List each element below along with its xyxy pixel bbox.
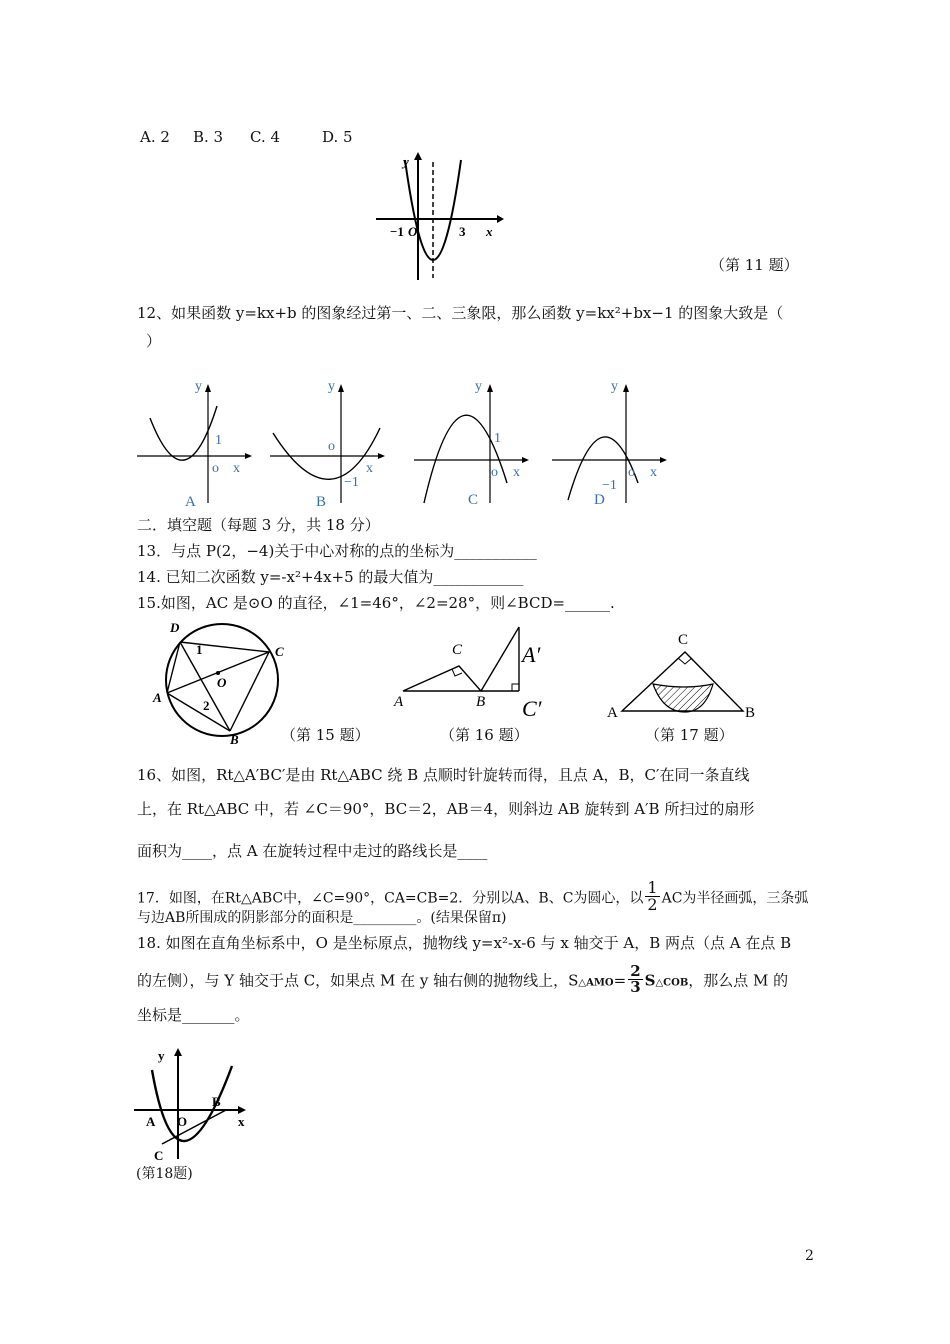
q15-label-b: B xyxy=(230,732,239,746)
q11-option-d: D. 5 xyxy=(322,128,353,146)
q12b-x: x xyxy=(366,461,373,476)
q17-fraction xyxy=(645,880,659,913)
q16-line2: 上，在 Rt△ABC 中，若 ∠C＝90°，BC＝2，AB＝4，则斜边 AB 旋转到 A′B 所扫过的扇形 xyxy=(137,800,755,818)
q15-label-o: O xyxy=(217,675,227,690)
q12c-y: y xyxy=(475,379,482,394)
q14-text: 14. 已知二次函数 y=-x²+4x+5 的最大值为____________ xyxy=(137,568,524,586)
q17-label-c: C xyxy=(678,632,689,648)
q18-sub2: △COB xyxy=(655,977,689,989)
q16-label-c-prime: C′ xyxy=(522,696,542,721)
q11-graph xyxy=(370,150,505,285)
q12a-letter: A xyxy=(185,494,196,508)
q18-line1: 18. 如图在直角坐标系中，O 是坐标原点，抛物线 y=x²-x-6 与 x 轴交于 A，B 两点（点 A 在点 B xyxy=(137,934,792,952)
q17-frac-den: 2 xyxy=(647,895,658,914)
q17-label-a: A xyxy=(607,705,618,720)
q12c-o: o xyxy=(491,465,498,480)
q12a-x: x xyxy=(233,461,240,476)
q18-caption: (第18题) xyxy=(136,1166,193,1182)
q12d-o: o xyxy=(628,465,635,480)
q12c-num: 1 xyxy=(494,431,501,446)
q18-figure xyxy=(132,1044,257,1164)
q12c-x: x xyxy=(513,465,520,480)
q12-stem-line2: ） xyxy=(146,332,162,350)
q16-line1: 16、如图，Rt△A′BC′是由 Rt△ABC 绕 B 点顺时针旋转而得，且点 A，B，C′在同一条直线 xyxy=(137,766,750,784)
q12a-o: o xyxy=(212,461,219,476)
q16-figure xyxy=(388,618,548,726)
q17-label-b: B xyxy=(745,705,756,720)
q17-frac-num: 1 xyxy=(647,878,658,897)
q15-label-1: 1 xyxy=(196,642,203,657)
q18-sub1: △AMO xyxy=(578,977,614,989)
q12b-num: −1 xyxy=(344,475,359,490)
q17-line2: 与边AB所围成的阴影部分的面积是_________。(结果保留π) xyxy=(137,910,507,926)
q15-label-2: 2 xyxy=(203,698,210,713)
q16-line3: 面积为____，点 A 在旋转过程中走过的路线长是____ xyxy=(137,842,488,860)
q12a-num: 1 xyxy=(215,433,222,448)
q16-label-a: A xyxy=(394,694,404,710)
q12d-x: x xyxy=(650,465,657,480)
q11-origin: O xyxy=(408,224,418,239)
q12d-y: y xyxy=(611,379,618,394)
q15-label-d: D xyxy=(170,620,180,635)
q12-graph-c xyxy=(412,378,532,508)
q13-text: 13．与点 P(2，−4)关于中心对称的点的坐标为___________ xyxy=(137,542,537,560)
q18-label-o: O xyxy=(177,1114,188,1129)
q11-option-c: C. 4 xyxy=(250,128,281,146)
q15-label-c: C xyxy=(275,644,284,659)
q12d-num: −1 xyxy=(602,478,617,493)
q16-label-c: C xyxy=(452,642,463,658)
q18-label-x: x xyxy=(238,1114,245,1129)
q12d-letter: D xyxy=(594,492,605,508)
page-number: 2 xyxy=(805,1248,814,1264)
q18-line3: 坐标是_______。 xyxy=(137,1006,250,1024)
q18-s2: S xyxy=(644,971,656,990)
q18-frac-num: 2 xyxy=(630,962,641,980)
q16-label-a-prime: A′ xyxy=(522,642,541,667)
q18-label-a: A xyxy=(146,1114,156,1129)
q18-label-y: y xyxy=(158,1048,165,1063)
q17-caption: （第 17 题） xyxy=(645,726,734,744)
q11-y-label: y xyxy=(403,154,409,169)
q12-stem-line1: 12、如果函数 y=kx+b 的图象经过第一、二、三象限，那么函数 y=kx²+bx−1 的图象大致是（ xyxy=(137,304,784,322)
q11-option-b: B. 3 xyxy=(193,128,224,146)
q12b-y: y xyxy=(328,379,335,394)
q15-caption: （第 15 题） xyxy=(281,726,370,744)
q17-line1-b: AC为半径画弧，三条弧 xyxy=(661,890,809,907)
q18-fraction xyxy=(628,964,642,995)
q17-figure xyxy=(605,628,763,720)
q12a-y: y xyxy=(195,379,202,394)
q18-label-b: B xyxy=(212,1094,221,1109)
q18-line2-b: ，那么点 M 的 xyxy=(688,971,789,990)
q11-caption: （第 11 题） xyxy=(710,256,799,274)
q11-x-label: x xyxy=(486,224,493,239)
q16-label-b: B xyxy=(476,694,486,710)
q18-line2 xyxy=(137,962,789,997)
q12-graph-a xyxy=(135,378,255,508)
q16-caption: （第 16 题） xyxy=(440,726,529,744)
q18-label-c: C xyxy=(154,1148,164,1163)
q15-label-a: A xyxy=(153,690,162,705)
q18-line2-a: 的左侧），与 Y 轴交于点 C，如果点 M 在 y 轴右侧的抛物线上，S xyxy=(137,971,579,990)
q18-eq: = xyxy=(613,971,627,990)
q15-text: 15.如图，AC 是⊙O 的直径，∠1=46°，∠2=28°，则∠BCD=______. xyxy=(137,594,615,612)
q11-neg-one: −1 xyxy=(390,224,404,239)
q17-line1-a: 17．如图，在Rt△ABC中，∠C=90°，CA=CB=2．分别以A、B、C为圆心，以 xyxy=(137,890,644,907)
q15-figure xyxy=(150,616,290,746)
q11-option-a: A. 2 xyxy=(140,128,170,146)
q12c-letter: C xyxy=(468,492,479,508)
q12-graph-d xyxy=(550,378,670,508)
q18-frac-den: 3 xyxy=(630,978,641,996)
q11-three: 3 xyxy=(459,224,466,239)
q12-graph-b xyxy=(268,378,388,508)
q12b-o: o xyxy=(328,439,335,454)
q12b-letter: B xyxy=(316,494,327,508)
section2-heading: 二．填空题（每题 3 分，共 18 分） xyxy=(137,516,380,534)
